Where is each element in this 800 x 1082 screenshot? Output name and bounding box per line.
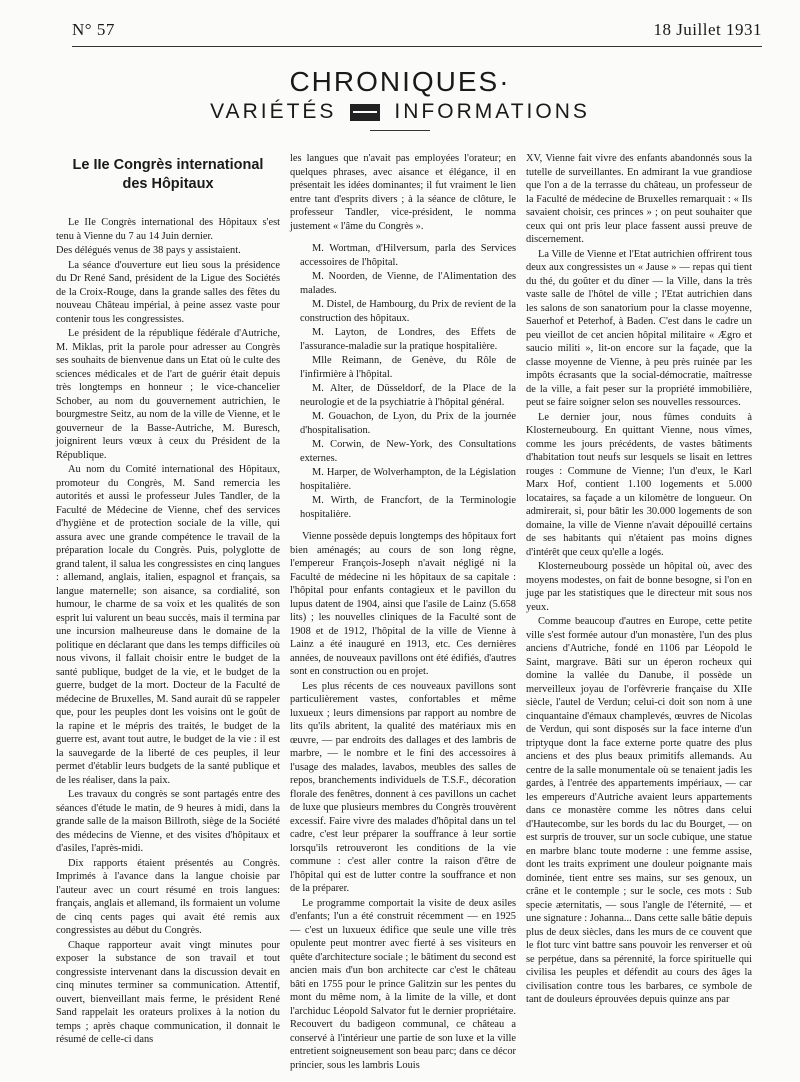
paragraph: Les travaux du congrès se sont partagés entre des séances d'étude le matin, de 9 heures à midi, dans la grande salle de la maison Billroth, siège de la Société des médecins de Vienne, et des visites d'hôpitaux et d'asiles, l'après-midi.	[56, 789, 280, 854]
masthead-subtitle	[0, 100, 800, 124]
paragraph: Klosterneubourg possède un hôpital où, avec des moyens modestes, on fait de bonne besogne, si l'on en juge par les statistiques que le directeur mit sous nos yeux.	[526, 561, 752, 613]
column-2	[290, 152, 516, 1073]
report-item: M. Distel, de Hambourg, du Prix de revient de la construction des hôpitaux.	[300, 299, 516, 324]
paragraph: Le président de la république fédérale d'Autriche, M. Miklas, prit la parole pour adresser au Congrès ses souhaits de bienvenue dans un Etat où le culte des sciences médicales et de l'art de guérir était depuis très longtemps en honneur ; le vice-chancelier Schober, au nom du gouvernement autrichien, le bourgmestre Seitz, au nom de la ville de Vienne, et le gouverneur de la Basse-Autriche, M. Buresch, joignirent leurs vœux à ceux du Président de la République.	[56, 328, 280, 461]
masthead-title: CHRONIQUES·	[289, 66, 511, 97]
article-title-line-2: des Hôpitaux	[122, 176, 214, 192]
report-item: M. Harper, de Wolverhampton, de la Législation hospitalière.	[300, 467, 516, 492]
report-item: Mlle Reimann, de Genève, du Rôle de l'infirmière à l'hôpital.	[300, 355, 516, 380]
column-3	[526, 152, 752, 1008]
report-item: M. Wirth, de Francfort, de la Terminologie hospitalière.	[300, 495, 516, 520]
paragraph: Au nom du Comité international des Hôpitaux, promoteur du Congrès, M. Sand remercia les autorités et aussi le professeur Jules Tandler, de la Faculté de Médecine de Vienne, chef des services d'hygiène et de protection sociale de la ville, qui assura avec une grande compétence le travail de la préparation locale du Congrès. Puis, polyglotte de grand talent, il salua les congressistes en cinq langues : allemand, anglais, italien, espagnol et français, sa langue maternelle; son aisance, sa cordialité, son humour, le charme de sa voix et les qualités de son esprit lui valurent un beau succès, mais il termina par une incursion malheureuse dans le domaine de la politique en déclarant que dans les temps difficiles où nous vivons, il fallait choisir entre le budget de la santé publique, budget de la vie, et le budget de la guerre, budget de la mort. Docteur de la Faculté de médecine de Bruxelles, M. Sand aurait dû se rappeler que, pour les peuples dont les voisins ont le goût de la rapine et le mépris des traités, le budget de la guerre est, avant tout autre, le budget de la vie : il est la sauvegarde de la liberté de ces peuples, il leur permet d'établir leurs budgets de la santé publique et de les réaliser, dans la paix.	[56, 464, 280, 786]
paragraph: Dix rapports étaient présentés au Congrès. Imprimés à l'avance dans la langue choisie par l'auteur avec un court résumé en trois langues: français, anglais et allemand, ils formaient un volume de cinq cents pages qui avait été remis aux congressistes au début du Congrès.	[56, 857, 280, 936]
masthead-informations: INFORMATIONS	[394, 100, 590, 123]
paragraph: Vienne possède depuis longtemps des hôpitaux fort bien aménagés; au cours de son long règne, l'empereur François-Joseph n'avait négligé ni la Faculté de médecine ni les hôpitaux de sa capitale : l'hôpital pour enfants contagieux et le pavillon du lupus datent de 1904, ainsi que l'asile de Lainz (5.658 lits) ; les nouvelles cliniques de la Faculté sont de 1908 et de 1912, l'hôpital de la ville de Vienne à Lainz a été inauguré en 1913, etc. Ces dernières années, de nouveaux pavillons ont été édifiés, d'autres sont en construction ou en projet.	[290, 531, 516, 677]
header-rule	[72, 46, 762, 47]
paragraph: Le IIe Congrès international des Hôpitaux s'est tenu à Vienne du 7 au 14 Juin dernier.	[56, 217, 280, 242]
paragraph: Comme beaucoup d'autres en Europe, cette petite ville s'est formée autour d'un monastère, l'un des plus anciens d'Autriche, fondé en 1106 par Léopold le Saint, margrave. Bâti sur un éperon rocheux qui domine la vallée du Danube, il possède un merveilleux joyau de l'orfèvrerie française du XIIe siècle, l'autel de Verdun; celui-ci doit son nom à une cinquantaine d'émaux champlevés, œuvres de Nicolas de Verdun, qui sont disposés sur la face interne d'un triptyque dont la face externe porte quatre des plus anciens et des plus beaux primitifs allemands. Au centre de la salle monumentale où se tenaient jadis les gardes, à l'entrée des appartements impériaux, — car les empereurs d'Autriche avaient leurs appartements dans ce monastère comme les nôtres dans celui d'Hautecombe, sur les bords du lac du Bourget, — on est surpris de trouver, sur un socle cubique, une statue en marbre blanc toute moderne : une femme assise, dont les traits expriment une douleur poignante mais dominée, tient entre ses mains, sur ses genoux, un crâne et le contemple ; sur le socle, ces mots : Sub specie æternitatis, — sous l'angle de l'éternité, — et une signature : Johanna... Dans cette salle bâtie depuis plus de deux siècles, dans les murs de ce couvent que le flot turc vint battre sans pouvoir les renverser et où se perpétue, dans sa pérennité, la force spirituelle qui civilisa les peuples et défendit au cours des âges la civilisation contre tous les barbares, ce symbole de tant de douleurs éprouvées depuis quinze ans par	[526, 616, 752, 1005]
paragraph: La séance d'ouverture eut lieu sous la présidence du Dr René Sand, président de la Ligue des Sociétés de la Croix-Rouge, dans la grande salles des fêtes du nouveau Château impérial, à peine assez vaste pour contenir tous les congressistes.	[56, 259, 280, 325]
issue-date: 18 Juillet 1931	[653, 20, 762, 39]
column-1	[56, 152, 280, 1048]
article-title	[56, 156, 280, 194]
report-item: M. Alter, de Düsseldorf, de la Place de la neurologie et de la psychiatrie à l'hôpital général.	[300, 383, 516, 408]
report-item: M. Wortman, d'Hilversum, parla des Services accessoires de l'hôpital.	[300, 243, 516, 268]
page-header	[72, 20, 762, 44]
issue-number: N° 57	[72, 20, 115, 39]
report-item: M. Gouachon, de Lyon, du Prix de la journée d'hospitalisation.	[300, 411, 516, 436]
paragraph: Le programme comportait la visite de deux asiles d'enfants; l'un a été construit récemment — en 1925 — c'est un luxueux édifice que seule une ville très opulente peut montrer avec fierté à ses visiteurs en quête d'architecture sociale ; le bâtiment du second est ancien mais d'un bon architecte car c'est le château bâti en 1755 pour le prince Galitzin sur les pentes du mont du même nom, à la limite de la ville, et dont l'archiduc Léopold Salvator fut le dernier propriétaire. Recouvert du badigeon communal, ce château a conservé à l'intérieur une partie de son luxe et la ville entretient soigneusement son beau parc; dans ce décor princier, sous les lambris Louis	[290, 897, 516, 1071]
report-item: M. Corwin, de New-York, des Consultations externes.	[300, 439, 516, 464]
masthead-rule	[370, 130, 430, 131]
paragraph: La Ville de Vienne et l'Etat autrichien offrirent tous deux aux congressistes un « Jause » — repas qui tient du thé, du goûter et du dîner — la Ville, dans la très vaste salle de l'hôtel de ville ; l'Etat autrichien dans les salons de son sanatorium pour la classe moyenne, Sauerhof et Peterhof, à Baden. C'est dans le cadre un peu vieillot de cet ancien hôpital militaire « Ægro et saucio militi », lit-on encore sur la façade, que la classe moyenne de Vienne, à peu près ruinée par les impôts écrasants que la social-démocratie, maîtresse de la ville, a fait peser sur la propriété immobilière, peut se faire soigner selon ses nouvelles ressources.	[526, 248, 752, 408]
ornament-icon	[350, 104, 380, 121]
paragraph: Les plus récents de ces nouveaux pavillons sont particulièrement vastes, confortables et même luxueux ; leurs dimensions par rapport au nombre de lits qu'ils abritent, la qualité des matériaux mis en œuvre, — par endroits des dallages et des lambris de marbre, — le nombre et le fini des accessoires à l'usage des malades, lavabos, meubles des salles de repos, branchements individuels de T.S.F., décoration florale des fenêtres, donnent à ces pavillons un cachet de luxe que plusieurs membres du Congrès trouvèrent excessif. Faire vivre des malades d'hôpital dans un tel cadre, c'est leur préparer la souffrance à leur sortie lorsqu'ils retrouveront les conditions de la vie commune : c'est aller contre la raison d'être de l'hôpital qui est de lutter contre la souffrance et non de la préparer.	[290, 680, 516, 894]
report-item: M. Layton, de Londres, des Effets de l'assurance-maladie sur la pratique hospitalière.	[300, 327, 516, 352]
report-item: M. Noorden, de Vienne, de l'Alimentation des malades.	[300, 271, 516, 296]
paragraph: Le dernier jour, nous fûmes conduits à Klosterneubourg. En quittant Vienne, nous vîmes, comme les jours précédents, de vastes bâtiments d'habitation tout neufs sur lesquels se lisait en lettres rouges : Commune de Vienne; l'un d'eux, le Karl Marx Hof, contient 1.100 logements et 5.000 locataires, sa façade a un kilomètre de longueur. On admirerait, si, pour bâtir les 30.000 logements de son domaine, la ville de Vienne n'avait dépouillé certains de ses habitants qui n'étaient pas moins dignes d'intérêt que ceux qu'elle a logés.	[526, 411, 752, 558]
paragraph: Des délégués venus de 38 pays y assistaient.	[56, 245, 241, 256]
article-title-line-1: Le IIe Congrès international	[72, 157, 264, 173]
paragraph: XV, Vienne fait vivre des enfants abandonnés sous la tutelle de surveillantes. En admirant la vue grandiose que l'on a de la terrasse du château, un professeur de la Faculté de médecine de Bruxelles remarquait : « Ils savaient choisir, ces princes » ; on peut souhaiter que ceux qui ont pris leur place fassent aussi preuve de discernement.	[526, 153, 752, 245]
paragraph: les langues que n'avait pas employées l'orateur; en quelques phrases, avec aisance et élégance, il en présentait les idées dominantes; il fut vraiment le lien entre tant d'esprits divers ; à la séance de clôture, le professeur Tandler, vice-président, le nomma justement « l'âme du Congrès ».	[290, 153, 516, 232]
paragraph: Chaque rapporteur avait vingt minutes pour exposer la substance de son travail et tout congressiste intervenant dans la discussion devait en cinq minutes terminer sa communication. Attentif, ouvert, bienveillant mais ferme, le président René Sand rappelait les orateurs prolixes à la notion du temps ; après chaque communication, il donnait le résumé de celle-ci dans	[56, 939, 280, 1045]
masthead-varietes: VARIÉTÉS	[210, 100, 337, 123]
